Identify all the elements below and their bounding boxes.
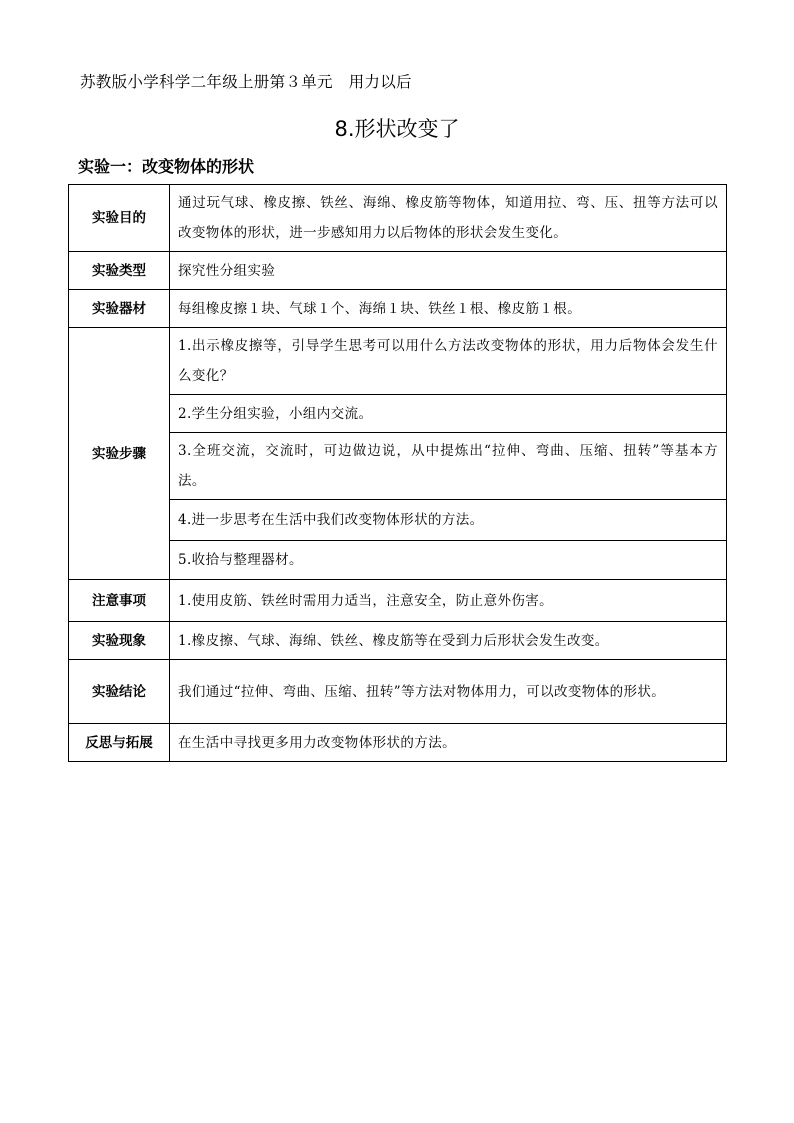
- row-label-steps: 实验步骤: [69, 328, 170, 580]
- table-row-equipment: [69, 290, 727, 328]
- step-item: 5.收拾与整理器材。: [170, 541, 727, 580]
- row-label-conclusion: 实验结论: [69, 660, 170, 724]
- step-item: 1.出示橡皮擦等，引导学生思考可以用什么方法改变物体的形状，用力后物体会发生什么变化？: [170, 328, 727, 395]
- row-content-conclusion: 我们通过“拉伸、弯曲、压缩、扭转”等方法对物体用力，可以改变物体的形状。: [170, 660, 727, 724]
- row-content-notes: 1.使用皮筋、铁丝时需用力适当，注意安全，防止意外伤害。: [170, 580, 727, 622]
- row-label-phenomenon: 实验现象: [69, 622, 170, 660]
- table-row-notes: [69, 580, 727, 622]
- table-row-phenomenon: [69, 622, 727, 660]
- row-content-type: 探究性分组实验: [170, 252, 727, 290]
- page-title: 8.形状改变了: [334, 117, 460, 141]
- row-content-reflection: 在生活中寻找更多用力改变物体形状的方法。: [170, 724, 727, 762]
- table-row-purpose: [69, 185, 727, 252]
- row-content-purpose: 通过玩气球、橡皮擦、铁丝、海绵、橡皮筋等物体，知道用拉、弯、压、扭等方法可以改变物体的形状，进一步感知用力以后物体的形状会发生变化。: [170, 185, 727, 252]
- table-row-conclusion: [69, 660, 727, 724]
- table-row-steps-1: [69, 328, 727, 395]
- row-label-purpose: 实验目的: [69, 185, 170, 252]
- row-label-equipment: 实验器材: [69, 290, 170, 328]
- table-row-reflection: [69, 724, 727, 762]
- experiment-table: [68, 184, 727, 762]
- step-item: 3.全班交流，交流时，可边做边说，从中提炼出“拉伸、弯曲、压缩、扭转”等基本方法。: [170, 433, 727, 500]
- section-title: 实验一：改变物体的形状: [78, 157, 255, 176]
- step-item: 4.进一步思考在生活中我们改变物体形状的方法。: [170, 500, 727, 541]
- row-label-reflection: 反思与拓展: [69, 724, 170, 762]
- document-header: 苏教版小学科学二年级上册第３单元 用力以后: [80, 73, 412, 91]
- row-label-type: 实验类型: [69, 252, 170, 290]
- table-row-type: [69, 252, 727, 290]
- step-item: 2.学生分组实验，小组内交流。: [170, 395, 727, 433]
- row-content-equipment: 每组橡皮擦１块、气球１个、海绵１块、铁丝１根、橡皮筋１根。: [170, 290, 727, 328]
- row-content-phenomenon: 1.橡皮擦、气球、海绵、铁丝、橡皮筋等在受到力后形状会发生改变。: [170, 622, 727, 660]
- row-label-notes: 注意事项: [69, 580, 170, 622]
